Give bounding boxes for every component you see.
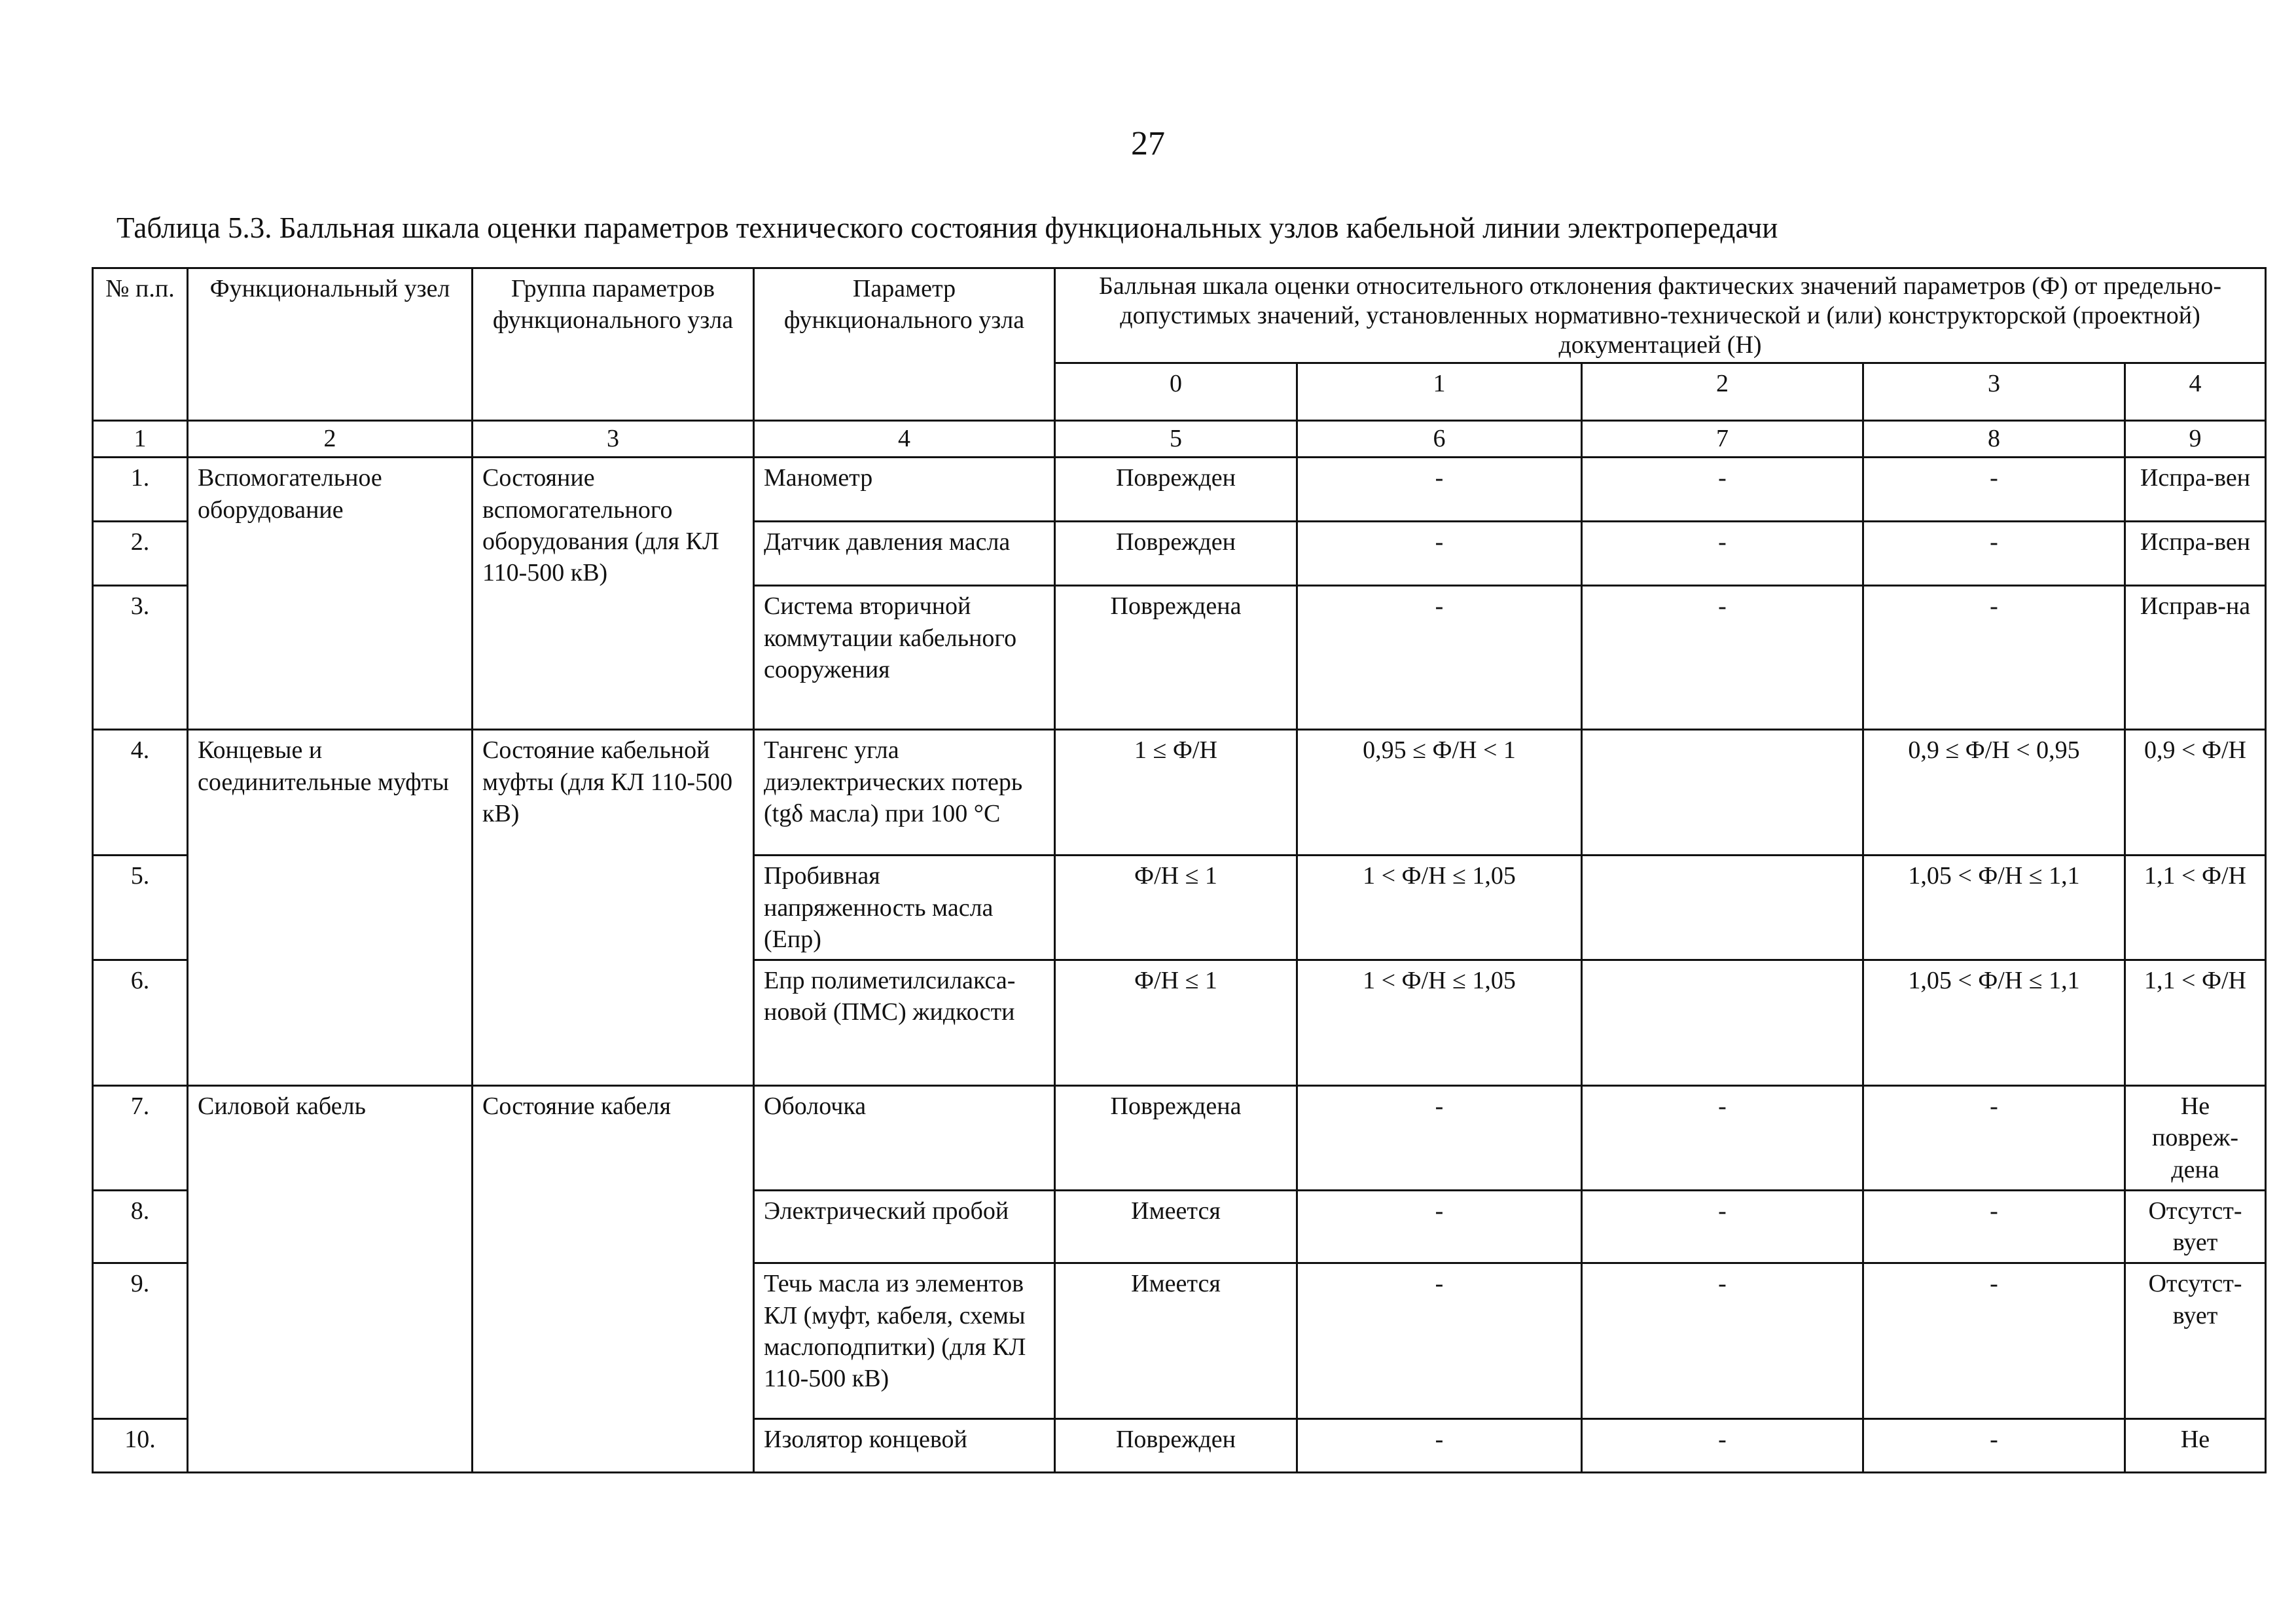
- score-4: Не: [2125, 1419, 2266, 1473]
- score-0: Имеется: [1055, 1190, 1297, 1263]
- score-1: -: [1297, 1263, 1582, 1419]
- score-3: -: [1863, 1419, 2125, 1473]
- parameter-name: Оболочка: [754, 1086, 1055, 1191]
- score-4: Отсутст-вует: [2125, 1263, 2266, 1419]
- score-2: -: [1582, 1419, 1863, 1473]
- header-scale: Балльная шкала оценки относительного отклонения фактических значений параметров (Ф) от предельно-допустимых значений, установленных нормативно-технической и (или) конструкторской (проектной) документацией (Н): [1055, 268, 2266, 363]
- score-4: Испра-вен: [2125, 458, 2266, 522]
- score-0: Ф/Н ≤ 1: [1055, 856, 1297, 960]
- score-0: Повреждена: [1055, 1086, 1297, 1191]
- header-score-2: 2: [1582, 363, 1863, 421]
- score-1: -: [1297, 1419, 1582, 1473]
- functional-node: Силовой кабель: [188, 1086, 473, 1473]
- parameter-name: Датчик давления масла: [754, 522, 1055, 586]
- page-number: 27: [1131, 125, 1165, 162]
- score-0: Имеется: [1055, 1263, 1297, 1419]
- row-number: 3.: [93, 586, 188, 730]
- score-0: Поврежден: [1055, 458, 1297, 522]
- score-3: 1,05 < Ф/Н ≤ 1,1: [1863, 856, 2125, 960]
- score-3: -: [1863, 522, 2125, 586]
- score-1: -: [1297, 1190, 1582, 1263]
- header-score-3: 3: [1863, 363, 2125, 421]
- score-3: -: [1863, 586, 2125, 730]
- score-4: Исправ-на: [2125, 586, 2266, 730]
- score-4: Отсутст-вует: [2125, 1190, 2266, 1263]
- functional-node: Вспомогательное оборудование: [188, 458, 473, 730]
- row-number: 4.: [93, 730, 188, 856]
- scoring-table: [92, 267, 2267, 1473]
- score-2: -: [1582, 522, 1863, 586]
- score-2: -: [1582, 1263, 1863, 1419]
- header-num: № п.п.: [93, 268, 188, 421]
- score-3: 1,05 < Ф/Н ≤ 1,1: [1863, 960, 2125, 1086]
- score-1: 0,95 ≤ Ф/Н < 1: [1297, 730, 1582, 856]
- column-number: 9: [2125, 421, 2266, 458]
- header-score-1: 1: [1297, 363, 1582, 421]
- parameter-name: Манометр: [754, 458, 1055, 522]
- parameter-name: Система вторичной коммутации кабельного сооружения: [754, 586, 1055, 730]
- parameter-group: Состояние вспомогательного оборудования (для КЛ 110-500 кВ): [473, 458, 754, 730]
- parameter-name: Электрический пробой: [754, 1190, 1055, 1263]
- score-4: 1,1 < Ф/Н: [2125, 856, 2266, 960]
- score-1: -: [1297, 586, 1582, 730]
- header-score-0: 0: [1055, 363, 1297, 421]
- column-number: 6: [1297, 421, 1582, 458]
- score-2: [1582, 960, 1863, 1086]
- row-number: 10.: [93, 1419, 188, 1473]
- row-number: 1.: [93, 458, 188, 522]
- score-0: 1 ≤ Ф/Н: [1055, 730, 1297, 856]
- score-3: -: [1863, 1190, 2125, 1263]
- score-0: Ф/Н ≤ 1: [1055, 960, 1297, 1086]
- score-2: -: [1582, 586, 1863, 730]
- row-number: 8.: [93, 1190, 188, 1263]
- score-0: Поврежден: [1055, 522, 1297, 586]
- row-number: 5.: [93, 856, 188, 960]
- column-number: 2: [188, 421, 473, 458]
- column-number: 8: [1863, 421, 2125, 458]
- column-number: 4: [754, 421, 1055, 458]
- column-number: 7: [1582, 421, 1863, 458]
- score-2: -: [1582, 458, 1863, 522]
- score-3: -: [1863, 1263, 2125, 1419]
- parameter-group: Состояние кабельной муфты (для КЛ 110-500 кВ): [473, 730, 754, 1086]
- score-1: 1 < Ф/Н ≤ 1,05: [1297, 856, 1582, 960]
- score-0: Повреждена: [1055, 586, 1297, 730]
- score-2: [1582, 856, 1863, 960]
- row-number: 9.: [93, 1263, 188, 1419]
- header-group: Группа параметров функционального узла: [473, 268, 754, 421]
- row-number: 6.: [93, 960, 188, 1086]
- score-2: -: [1582, 1086, 1863, 1191]
- parameter-name: Течь масла из элементов КЛ (муфт, кабеля, схемы маслоподпитки) (для КЛ 110-500 кВ): [754, 1263, 1055, 1419]
- score-4: Испра-вен: [2125, 522, 2266, 586]
- score-1: -: [1297, 458, 1582, 522]
- score-1: 1 < Ф/Н ≤ 1,05: [1297, 960, 1582, 1086]
- score-0: Поврежден: [1055, 1419, 1297, 1473]
- parameter-name: Eпр полиметилсилакса-новой (ПМС) жидкости: [754, 960, 1055, 1086]
- header-score-4: 4: [2125, 363, 2266, 421]
- score-2: -: [1582, 1190, 1863, 1263]
- score-4: 1,1 < Ф/Н: [2125, 960, 2266, 1086]
- column-number: 3: [473, 421, 754, 458]
- score-3: 0,9 ≤ Ф/Н < 0,95: [1863, 730, 2125, 856]
- row-number: 7.: [93, 1086, 188, 1191]
- score-3: -: [1863, 1086, 2125, 1191]
- column-number: 1: [93, 421, 188, 458]
- header-param: Параметр функционального узла: [754, 268, 1055, 421]
- parameter-group: Состояние кабеля: [473, 1086, 754, 1473]
- row-number: 2.: [93, 522, 188, 586]
- parameter-name: Пробивная напряженность масла (Eпр): [754, 856, 1055, 960]
- parameter-name: Изолятор концевой: [754, 1419, 1055, 1473]
- score-4: 0,9 < Ф/Н: [2125, 730, 2266, 856]
- score-1: -: [1297, 522, 1582, 586]
- column-number: 5: [1055, 421, 1297, 458]
- table-title: Таблица 5.3. Балльная шкала оценки параметров технического состояния функциональных узлов кабельной линии электропередачи: [117, 211, 1778, 244]
- header-node: Функциональный узел: [188, 268, 473, 421]
- score-3: -: [1863, 458, 2125, 522]
- score-2: [1582, 730, 1863, 856]
- score-4: Не повреж-дена: [2125, 1086, 2266, 1191]
- score-1: -: [1297, 1086, 1582, 1191]
- functional-node: Концевые и соединительные муфты: [188, 730, 473, 1086]
- parameter-name: Тангенс угла диэлектрических потерь (tgδ масла) при 100 °С: [754, 730, 1055, 856]
